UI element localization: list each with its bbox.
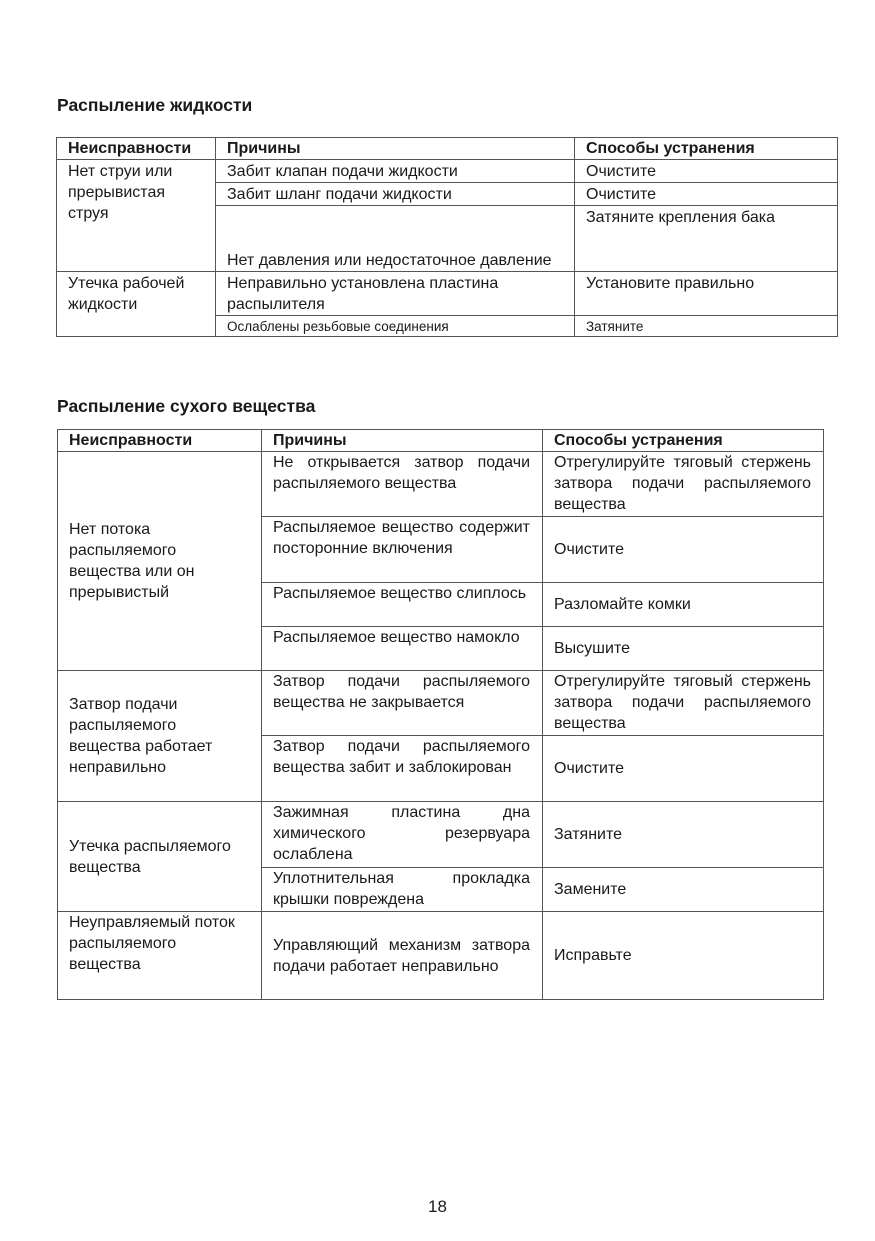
page-number: 18 [428, 1197, 447, 1216]
cause-cell: Забит клапан подачи жидкости [216, 160, 575, 183]
fix-cell: Исправьте [543, 912, 824, 1000]
cause-cell: Распыляемое вещество намокло [262, 627, 543, 671]
cause-cell: Зажимная пластина дна химического резервуара ослаблена [262, 802, 543, 868]
cause-cell: Забит шланг подачи жидкости [216, 183, 575, 206]
fix-cell: Затяните [543, 802, 824, 868]
table-row [58, 912, 824, 1000]
cause-cell: Управляющий механизм затвора подачи работает неправильно [262, 912, 543, 1000]
fix-cell: Замените [543, 868, 824, 912]
fix-cell: Разломайте комки [543, 583, 824, 627]
header-causes: Причины [216, 138, 575, 160]
cause-cell: Затвор подачи распыляемого вещества забит и заблокирован [262, 736, 543, 802]
dry-spray-troubleshooting-table [57, 429, 824, 1000]
fix-cell: Очистите [575, 160, 838, 183]
cause-cell: Распыляемое вещество слиплось [262, 583, 543, 627]
cause-cell: Уплотнительная прокладка крышки повреждена [262, 868, 543, 912]
fault-line: Утечка рабочей [68, 275, 185, 292]
header-solutions: Способы устранения [543, 430, 824, 452]
header-faults: Неисправности [58, 430, 262, 452]
fault-cell: Затвор подачи распыляемого вещества работает неправильно [58, 671, 262, 802]
cause-cell: Неправильно установлена пластина распылителя [216, 272, 575, 316]
section-title-dry: Распыление сухого вещества [57, 396, 316, 416]
cause-cell: Не открывается затвор подачи распыляемого вещества [262, 452, 543, 517]
table-row [57, 160, 838, 183]
header-solutions: Способы устранения [575, 138, 838, 160]
fix-cell: Высушите [543, 627, 824, 671]
fault-line: жидкости [68, 296, 138, 313]
fault-cell [57, 160, 216, 272]
table-row [58, 452, 824, 517]
liquid-spray-troubleshooting-table [56, 137, 838, 337]
fix-cell: Установите правильно [575, 272, 838, 316]
fix-cell: Очистите [543, 736, 824, 802]
cause-cell: Распыляемое вещество содержит посторонние включения [262, 517, 543, 583]
fix-cell: Затяните [575, 316, 838, 337]
cause-cell: Нет давления или недостаточное давление [216, 206, 575, 272]
header-causes: Причины [262, 430, 543, 452]
cause-cell: Ослаблены резьбовые соединения [216, 316, 575, 337]
fix-cell: Очистите [575, 183, 838, 206]
table-row [57, 272, 838, 316]
table-header-row [57, 138, 838, 160]
fault-cell: Неуправляемый поток распыляемого вещества [58, 912, 262, 1000]
table-header-row [58, 430, 824, 452]
cause-cell: Затвор подачи распыляемого вещества не закрывается [262, 671, 543, 736]
fault-cell: Утечка распыляемого вещества [58, 802, 262, 912]
fault-cell [57, 272, 216, 337]
fault-line: Нет струи или [68, 163, 173, 180]
table-row [58, 802, 824, 868]
fault-line: струя [68, 205, 109, 222]
fix-cell: Отрегулируйте тяговый стержень затвора подачи распыляемого вещества [543, 452, 824, 517]
fix-cell: Очистите [543, 517, 824, 583]
fault-cell: Нет потока распыляемого вещества или он прерывистый [58, 452, 262, 671]
fix-cell: Затяните крепления бака [575, 206, 838, 272]
header-faults: Неисправности [57, 138, 216, 160]
fault-line: прерывистая [68, 184, 166, 201]
section-title-liquid: Распыление жидкости [57, 95, 253, 115]
table-row [58, 671, 824, 736]
fix-cell: Отрегулируйте тяговый стержень затвора подачи распыляемого вещества [543, 671, 824, 736]
